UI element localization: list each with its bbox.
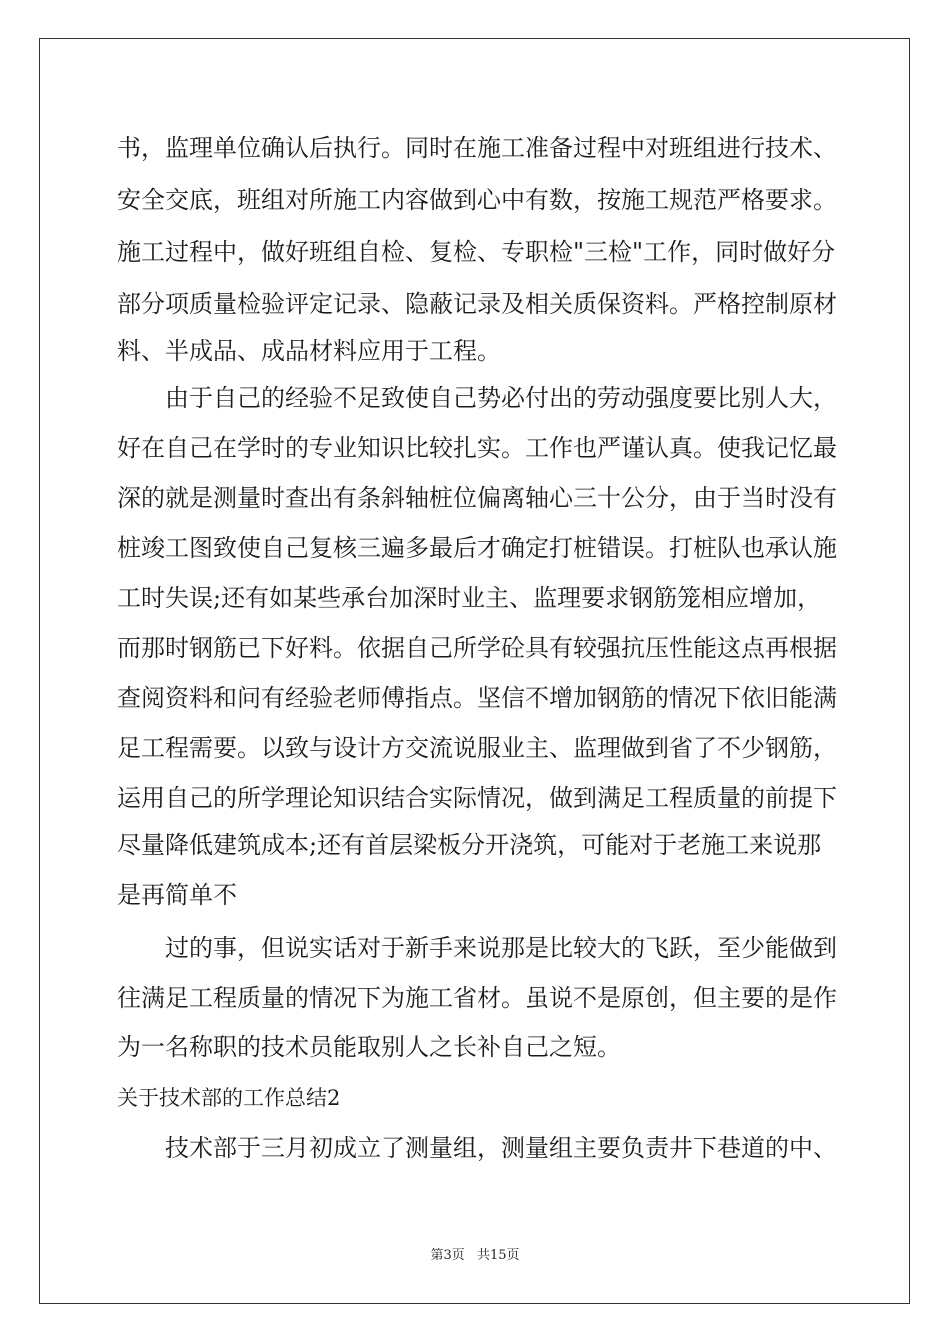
body-line-5: 料、半成品、成品材料应用于工程。 (117, 337, 501, 365)
body-line-1: 书，监理单位确认后执行。同时在施工准备过程中对班组进行技术、 (117, 134, 837, 162)
body-line-14: 运用自己的所学理论知识结合实际情况，做到满足工程质量的前提下 (117, 784, 837, 812)
page-number: 第3页 (430, 1248, 465, 1263)
body-line-16: 是再简单不 (117, 881, 237, 909)
body-line-7: 好在自己在学时的专业知识比较扎实。工作也严谨认真。使我记忆最 (117, 434, 837, 462)
paragraph-3-line-1: 过的事，但说实话对于新手来说那是比较大的飞跃，至少能做到 (165, 934, 837, 962)
body-line-2: 安全交底，班组对所施工内容做到心中有数，按施工规范严格要求。 (117, 186, 837, 214)
body-line-4: 部分项质量检验评定记录、隐蔽记录及相关质保资料。严格控制原材 (117, 290, 837, 318)
body-line-13: 足工程需要。以致与设计方交流说服业主、监理做到省了不少钢筋， (117, 734, 837, 762)
paragraph-4-line-1: 技术部于三月初成立了测量组，测量组主要负责井下巷道的中、 (165, 1134, 837, 1162)
body-line-8: 深的就是测量时查出有条斜轴桩位偏离轴心三十公分，由于当时没有 (117, 484, 837, 512)
body-line-15: 尽量降低建筑成本;还有首层梁板分开浇筑，可能对于老施工来说那 (117, 831, 822, 859)
body-line-9: 桩竣工图致使自己复核三遍多最后才确定打桩错误。打桩队也承认施 (117, 534, 837, 562)
body-line-19: 为一名称职的技术员能取别人之长补自己之短。 (117, 1033, 621, 1061)
body-line-12: 查阅资料和问有经验老师傅指点。坚信不增加钢筋的情况下依旧能满 (117, 684, 837, 712)
page-border (39, 38, 910, 1304)
page-footer (0, 1244, 950, 1263)
body-line-3: 施工过程中，做好班组自检、复检、专职检"三检"工作，同时做好分 (117, 238, 836, 266)
section-heading: 关于技术部的工作总结2 (117, 1086, 341, 1110)
paragraph-2-line-1: 由于自己的经验不足致使自己势必付出的劳动强度要比别人大， (165, 384, 837, 412)
body-line-11: 而那时钢筋已下好料。依据自己所学砼具有较强抗压性能这点再根据 (117, 634, 837, 662)
page-total: 共15页 (476, 1248, 520, 1263)
body-line-18: 往满足工程质量的情况下为施工省材。虽说不是原创，但主要的是作 (117, 984, 837, 1012)
body-line-10: 工时失误;还有如某些承台加深时业主、监理要求钢筋笼相应增加， (117, 584, 822, 612)
